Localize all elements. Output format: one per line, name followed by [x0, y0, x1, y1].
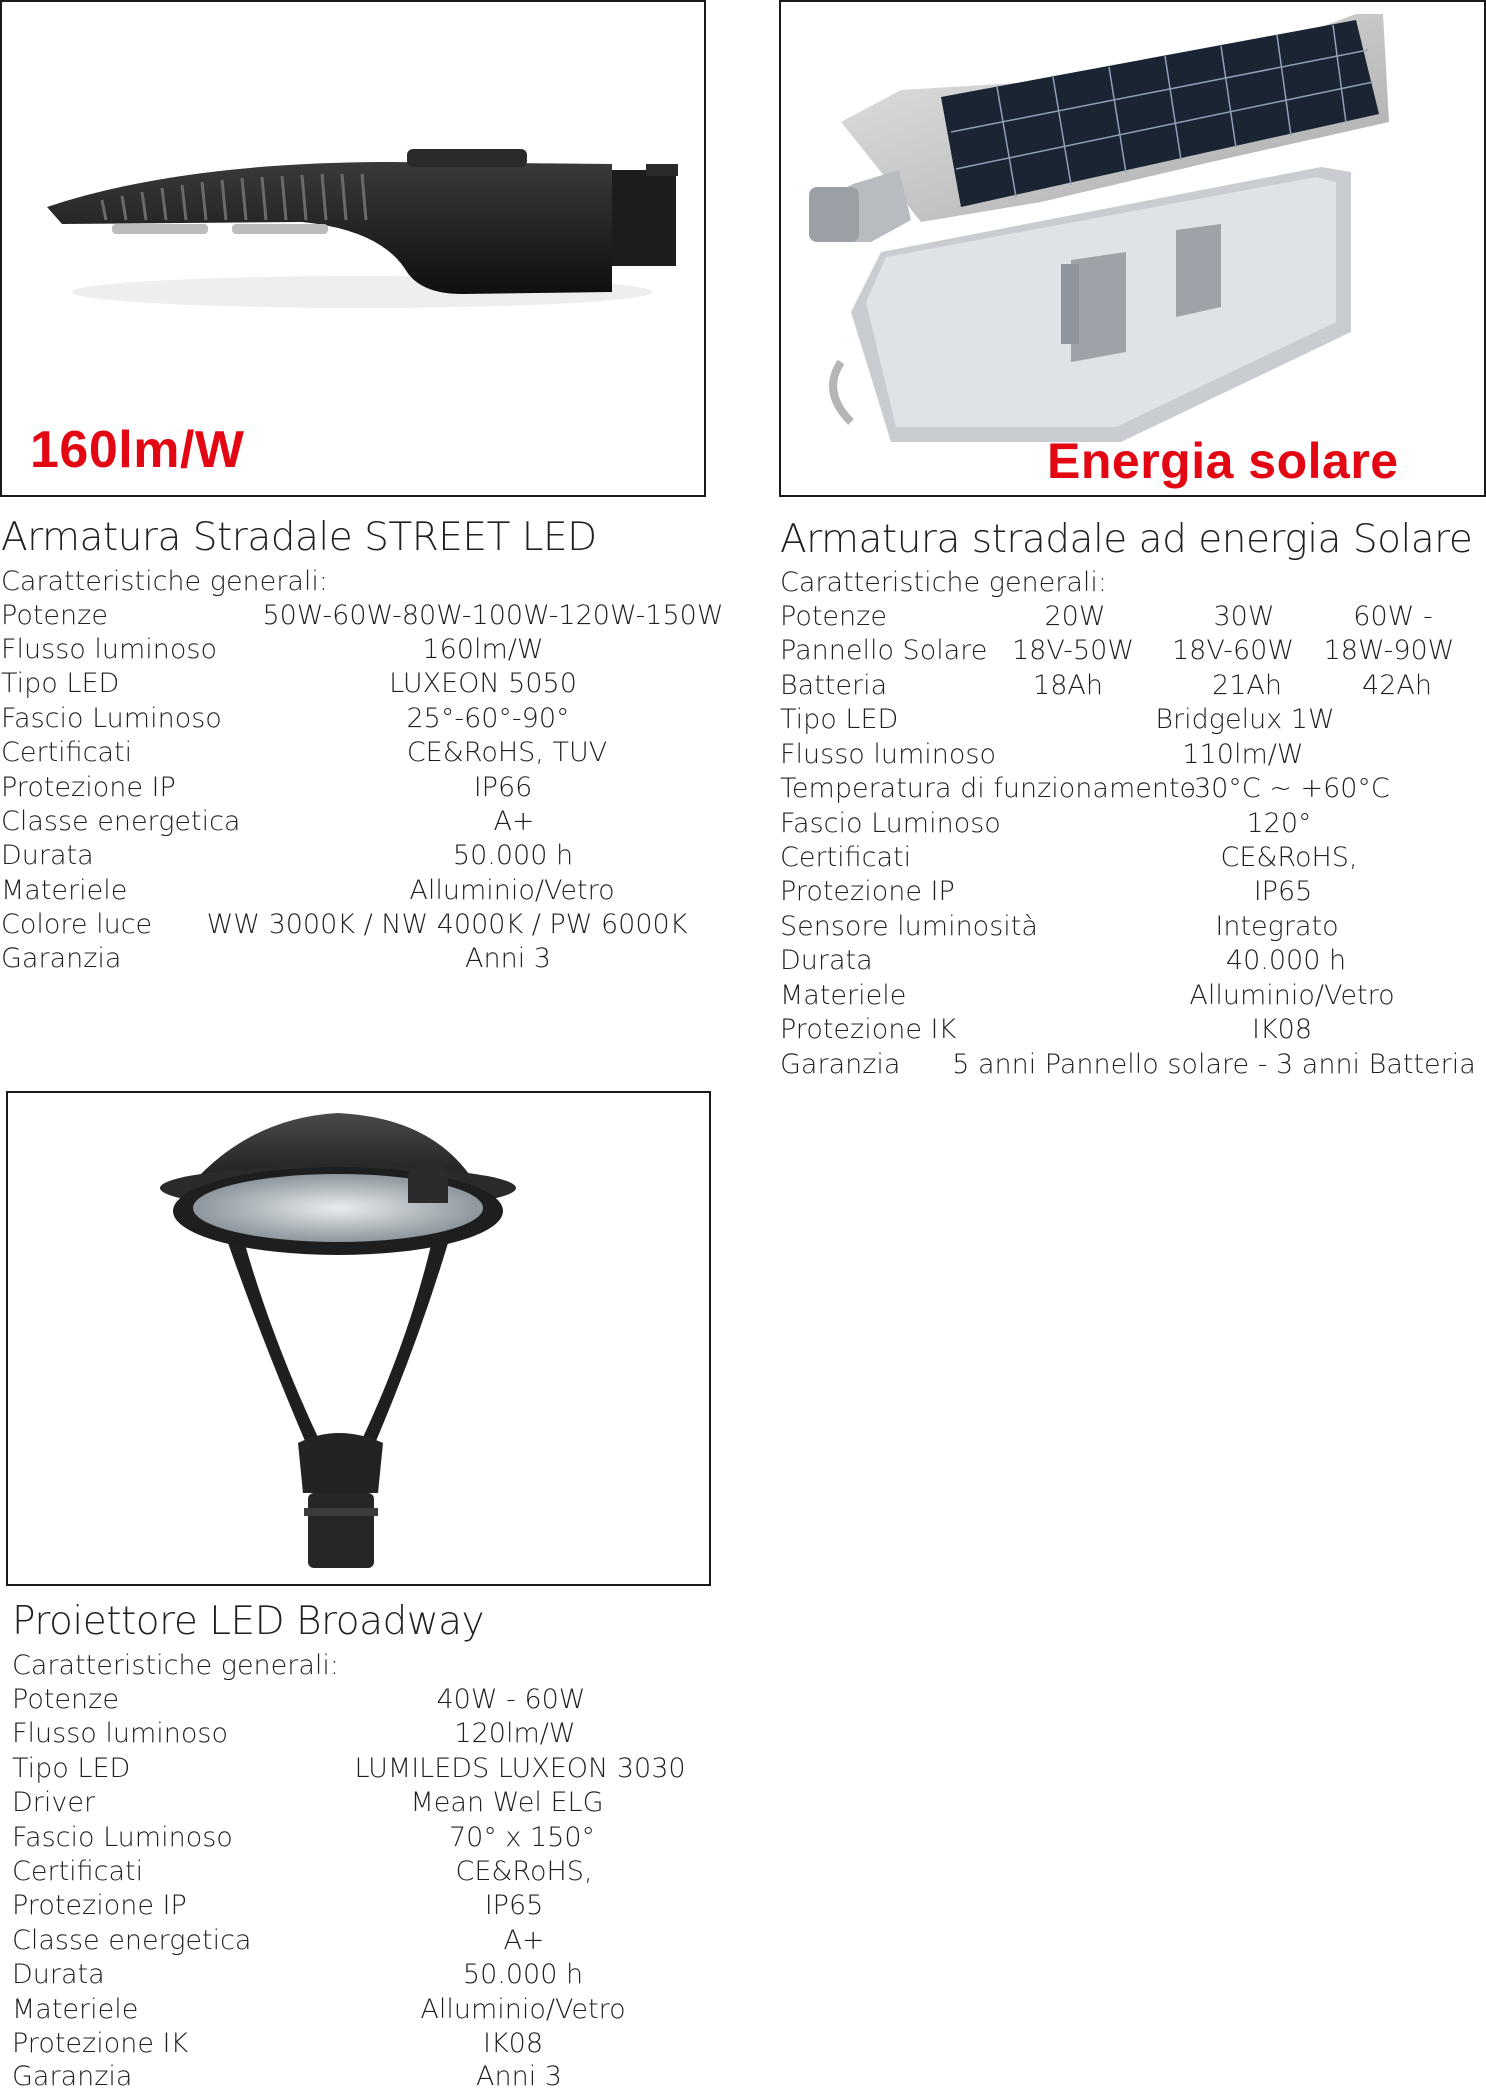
spec-value: A+ — [503, 1925, 545, 1956]
spec-label: Flusso luminoso — [12, 1718, 229, 1749]
spec-value: 25°-60°-90° — [406, 703, 570, 734]
spec-label: Garanzia — [12, 2061, 133, 2092]
spec-label: Certificati — [12, 1856, 144, 1887]
spec-value: 40.000 h — [1225, 945, 1347, 976]
spec-row — [0, 876, 1486, 910]
spec-value-1: 18Ah — [1033, 670, 1103, 701]
spec-label: Temperatura di funzionamento — [780, 773, 1197, 804]
spec-value: IP65 — [1253, 876, 1313, 907]
spec-row — [0, 739, 1486, 773]
spec-value: 120° — [1246, 808, 1312, 839]
spec-label: Protezione IK — [780, 1014, 957, 1045]
spec-value-3: 60W - — [1353, 601, 1433, 632]
spec-label: Durata — [12, 1959, 105, 1990]
spec-label: Protezione IP — [780, 876, 955, 907]
spec-row — [0, 1994, 711, 2028]
solar-street-lamp-image — [781, 2, 1484, 495]
spec-value: CE&RoHS, — [455, 1856, 593, 1887]
spec-label: Fascio Luminoso — [12, 1822, 233, 1853]
spec-label: Materiele — [1, 875, 128, 906]
spec-label: Classe energetica — [12, 1925, 252, 1956]
spec-value: A+ — [493, 806, 535, 837]
spec-label: Batteria — [780, 670, 888, 701]
spec-label: Fascio Luminoso — [780, 808, 1001, 839]
spec-label: Potenze — [780, 601, 887, 632]
spec-value-2: 30W — [1213, 601, 1275, 632]
spec-value: IK08 — [1251, 1014, 1313, 1045]
spec-value: 110lm/W — [1182, 739, 1304, 770]
spec-row — [0, 1925, 711, 1959]
spec-label: Protezione IP — [1, 772, 176, 803]
spec-row — [0, 2028, 711, 2062]
spec-row — [0, 1684, 711, 1718]
broadway-title: Proiettore LED Broadway — [12, 1599, 485, 1644]
spec-row — [0, 1718, 711, 1752]
spec-value: 70° x 150° — [448, 1822, 596, 1853]
spec-value: 5 anni Pannello solare - 3 anni Batteria — [952, 1049, 1476, 1080]
spec-row — [0, 980, 1486, 1014]
spec-label: Tipo LED — [780, 704, 899, 735]
spec-value-2: 21Ah — [1212, 670, 1282, 701]
spec-row — [0, 670, 1486, 704]
spec-value: 40W - 60W — [436, 1684, 586, 1715]
spec-label: Potenze — [1, 600, 108, 631]
spec-value: IP65 — [484, 1890, 544, 1921]
spec-value: 50W-60W-80W-100W-120W-150W — [262, 600, 724, 631]
street-led-title: Armatura Stradale STREET LED — [1, 515, 597, 560]
spec-label: Driver — [12, 1787, 96, 1818]
spec-row — [0, 1014, 1486, 1048]
spec-row — [0, 808, 1486, 842]
broadway-image-frame — [6, 1091, 711, 1586]
spec-value: 50.000 h — [452, 840, 574, 871]
spec-value-3: 42Ah — [1362, 670, 1432, 701]
street-led-image-frame — [0, 0, 706, 497]
broadway-post-top-lamp-image — [8, 1093, 709, 1584]
spec-label: Colore luce — [1, 909, 153, 940]
spec-label: Protezione IK — [12, 2028, 189, 2059]
spec-label: Pannello Solare — [780, 635, 988, 666]
spec-row — [0, 773, 1486, 807]
spec-row — [0, 1822, 711, 1856]
spec-row — [0, 1753, 711, 1787]
spec-row — [0, 1787, 711, 1821]
spec-value-2: 18V-60W — [1171, 635, 1295, 666]
spec-label: Sensore luminosità — [780, 911, 1038, 942]
spec-value: Alluminio/Vetro — [1189, 980, 1395, 1011]
spec-row — [0, 601, 1486, 635]
spec-label: Certificati — [1, 737, 133, 768]
spec-row — [0, 1856, 711, 1890]
spec-value: CE&RoHS, TUV — [406, 737, 608, 768]
spec-value: 120lm/W — [454, 1718, 576, 1749]
solar-energy-badge: Energia solare — [1047, 433, 1399, 489]
spec-value: LUXEON 5050 — [389, 668, 577, 699]
spec-value: 50.000 h — [462, 1959, 584, 1990]
spec-row — [0, 1049, 1486, 1083]
spec-label: Materiele — [12, 1994, 139, 2025]
spec-label: Materiele — [780, 980, 907, 1011]
spec-label: Tipo LED — [1, 668, 120, 699]
spec-label: Fascio Luminoso — [1, 703, 222, 734]
spec-value-3: 18W-90W — [1323, 635, 1455, 666]
spec-value: IP66 — [473, 772, 533, 803]
spec-value: Anni 3 — [476, 2061, 562, 2092]
solar-lamp-image-frame — [779, 0, 1486, 497]
spec-value: 160lm/W — [422, 634, 544, 665]
spec-value: Integrato — [1215, 911, 1339, 942]
spec-value: Alluminio/Vetro — [420, 1994, 626, 2025]
spec-label: Garanzia — [780, 1049, 901, 1080]
spec-row — [0, 1959, 711, 1993]
spec-label: Durata — [780, 945, 873, 976]
spec-row — [0, 1890, 711, 1924]
spec-label: Tipo LED — [12, 1753, 131, 1784]
spec-value: Alluminio/Vetro — [409, 875, 615, 906]
spec-label: Classe energetica — [1, 806, 241, 837]
spec-label: Potenze — [12, 1684, 119, 1715]
spec-value: Anni 3 — [465, 943, 551, 974]
broadway-subtitle: Caratteristiche generali: — [12, 1650, 340, 1681]
spec-value: Bridgelux 1W — [1155, 704, 1335, 735]
spec-row — [0, 945, 1486, 979]
solar-lamp-subtitle: Caratteristiche generali: — [780, 567, 1108, 598]
spec-value-1: 18V-50W — [1011, 635, 1135, 666]
efficiency-badge: 160lm/W — [30, 421, 245, 479]
spec-label: Garanzia — [1, 943, 122, 974]
spec-value: IK08 — [482, 2028, 544, 2059]
spec-row — [0, 635, 1486, 669]
spec-label: Protezione IP — [12, 1890, 187, 1921]
spec-row — [0, 911, 1486, 945]
spec-label: Certificati — [780, 842, 912, 873]
spec-value: LUMILEDS LUXEON 3030 — [354, 1753, 686, 1784]
street-led-subtitle: Caratteristiche generali: — [1, 566, 329, 597]
spec-value: -30°C ~ +60°C — [1184, 773, 1390, 804]
spec-label: Flusso luminoso — [1, 634, 218, 665]
spec-label: Flusso luminoso — [780, 739, 997, 770]
spec-value: CE&RoHS, — [1220, 842, 1358, 873]
spec-row — [0, 842, 1486, 876]
spec-label: Durata — [1, 840, 94, 871]
spec-row — [0, 704, 1486, 738]
spec-value: Mean Wel ELG — [410, 1787, 604, 1818]
spec-value: WW 3000K / NW 4000K / PW 6000K — [206, 909, 688, 940]
solar-lamp-title: Armatura stradale ad energia Solare — [780, 517, 1473, 562]
spec-value-1: 20W — [1044, 601, 1106, 632]
